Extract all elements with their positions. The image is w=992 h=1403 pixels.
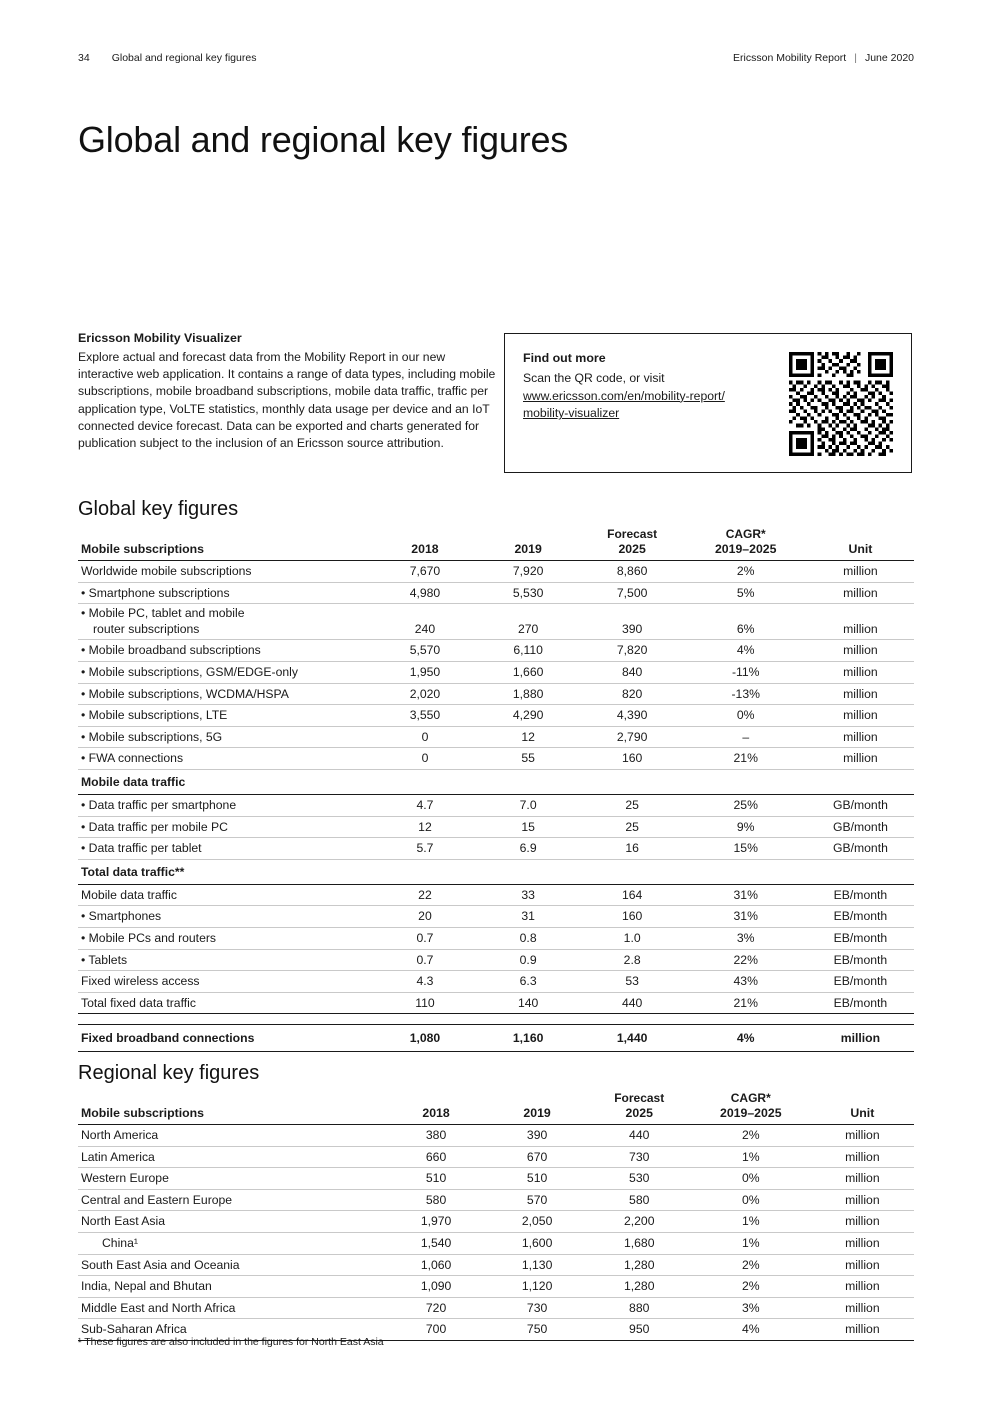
regional-value-2019: 510	[487, 1168, 588, 1190]
regional-value-2018: 380	[386, 1125, 487, 1147]
regional-superheader-forecast: Forecast	[614, 1091, 665, 1105]
regional-value-2018: 1,060	[386, 1254, 487, 1276]
regional-value-unit: million	[811, 1146, 914, 1168]
regional-value-2018: 1,970	[386, 1211, 487, 1233]
regional-row-label: India, Nepal and Bhutan	[78, 1276, 386, 1298]
global-value-2018: 5,570	[373, 640, 476, 662]
regional-value-2019: 730	[487, 1297, 588, 1319]
global-value-2025: 440	[580, 992, 685, 1014]
regional-row-label: Central and Eastern Europe	[78, 1189, 386, 1211]
regional-row-label: South East Asia and Oceania	[78, 1254, 386, 1276]
global-row-label: • Mobile broadband subscriptions	[78, 640, 373, 662]
regional-value-cagr: 1%	[691, 1146, 811, 1168]
global-value-cagr: 22%	[685, 949, 807, 971]
global-value-unit: million	[807, 662, 914, 684]
regional-value-2018: 510	[386, 1168, 487, 1190]
global-value-unit: EB/month	[807, 992, 914, 1014]
qr-code-icon	[789, 352, 893, 456]
global-value-2019: 6.3	[477, 971, 580, 993]
table-row	[78, 1254, 914, 1276]
global-row-label: • Smartphone subscriptions	[78, 582, 373, 604]
regional-header-unit: Unit	[811, 1106, 914, 1125]
global-header-cagr-range: 2019–2025	[685, 542, 807, 561]
regional-row-label: China¹	[78, 1232, 386, 1254]
global-value-cagr: 25%	[685, 794, 807, 816]
global-value-2019: 140	[477, 992, 580, 1014]
regional-value-2025: 1,280	[588, 1254, 691, 1276]
global-value-2018: 4,980	[373, 582, 476, 604]
global-value-unit: million	[807, 683, 914, 705]
global-value-2025: 25	[580, 816, 685, 838]
table-row	[78, 1125, 914, 1147]
header-section-name: Global and regional key figures	[111, 52, 257, 64]
regional-superheader-cagr: CAGR*	[730, 1091, 771, 1105]
global-value-2025: 160	[580, 906, 685, 928]
regional-value-cagr: 2%	[691, 1125, 811, 1147]
global-value-2018: 4.7	[373, 794, 476, 816]
global-value-cagr: 2%	[685, 561, 807, 583]
regional-value-2018: 1,540	[386, 1232, 487, 1254]
regional-section-title: Regional key figures	[78, 1062, 260, 1084]
table-row	[78, 640, 914, 662]
global-value-2019: 31	[477, 906, 580, 928]
regional-value-2025: 1,680	[588, 1232, 691, 1254]
global-value-2018: 1,080	[373, 1025, 476, 1052]
global-header-2019: 2019	[477, 542, 580, 561]
global-row-label: • Mobile PC, tablet and mobile router subscriptions	[78, 604, 373, 640]
global-superheader-forecast: Forecast	[607, 527, 658, 541]
table-row	[78, 1211, 914, 1233]
table-row	[78, 906, 914, 928]
table-row	[78, 1146, 914, 1168]
global-value-2019: 5,530	[477, 582, 580, 604]
regional-value-cagr: 1%	[691, 1211, 811, 1233]
table-row	[78, 1276, 914, 1298]
global-value-2018: 3,550	[373, 705, 476, 727]
find-out-more-box	[504, 333, 912, 473]
table-row	[78, 683, 914, 705]
regional-row-label: Western Europe	[78, 1168, 386, 1190]
regional-value-2018: 660	[386, 1146, 487, 1168]
global-row-label: Mobile data traffic	[78, 884, 373, 906]
regional-row-label: Sub-Saharan Africa	[78, 1319, 386, 1341]
global-value-2025: 1.0	[580, 927, 685, 949]
global-value-cagr: 9%	[685, 816, 807, 838]
global-value-2025: 164	[580, 884, 685, 906]
table-row	[78, 816, 914, 838]
regional-value-cagr: 2%	[691, 1276, 811, 1298]
global-value-2025: 820	[580, 683, 685, 705]
regional-value-2025: 580	[588, 1189, 691, 1211]
global-value-2019: 0.8	[477, 927, 580, 949]
global-value-2018: 0	[373, 748, 476, 770]
regional-superheader-unit	[811, 1091, 914, 1106]
regional-key-figures-table	[78, 1091, 914, 1341]
footnote: ¹ These figures are also included in the figures for North East Asia	[78, 1336, 384, 1348]
regional-table-header	[78, 1106, 914, 1125]
global-row-label: • Mobile subscriptions, WCDMA/HSPA	[78, 683, 373, 705]
regional-value-2019: 570	[487, 1189, 588, 1211]
regional-value-unit: million	[811, 1254, 914, 1276]
global-header-unit: Unit	[807, 542, 914, 561]
table-row	[78, 748, 914, 770]
global-value-2025: 4,390	[580, 705, 685, 727]
global-value-2025: 160	[580, 748, 685, 770]
global-value-2019: 7,920	[477, 561, 580, 583]
header-report-name: Ericsson Mobility Report	[733, 52, 847, 64]
table-row	[78, 1025, 914, 1052]
global-value-cagr: 3%	[685, 927, 807, 949]
global-header-label: Mobile subscriptions	[78, 542, 373, 561]
table-row	[78, 582, 914, 604]
regional-value-2019: 1,130	[487, 1254, 588, 1276]
global-table-header	[78, 542, 914, 561]
regional-value-cagr: 1%	[691, 1232, 811, 1254]
regional-value-2018: 1,090	[386, 1276, 487, 1298]
regional-value-2025: 440	[588, 1125, 691, 1147]
find-out-more-link[interactable]	[523, 388, 788, 423]
regional-key-figures-section	[78, 1062, 914, 1341]
regional-value-2019: 390	[487, 1125, 588, 1147]
regional-row-label: Latin America	[78, 1146, 386, 1168]
global-value-2025: 8,860	[580, 561, 685, 583]
global-value-2025: 16	[580, 838, 685, 860]
regional-value-2025: 2,200	[588, 1211, 691, 1233]
table-row	[78, 971, 914, 993]
global-value-cagr: 21%	[685, 992, 807, 1014]
visualizer-body: Explore actual and forecast data from the Mobility Report in our new interactive web application. It contains a range of data types, including mobile subscriptions, mobile broadband subscriptions, mobile data traffic, traffic per application type, VoLTE statistics, monthly data usage per device and an IoT connected device forecast. Data can be exported and charts generated for publication subject to the inclusion of an Ericsson source attribution.	[78, 349, 496, 451]
table-spacer-row	[78, 1014, 914, 1025]
table-row	[78, 1232, 914, 1254]
global-value-2019: 4,290	[477, 705, 580, 727]
global-row-label: Total fixed data traffic	[78, 992, 373, 1014]
global-row-label: Fixed wireless access	[78, 971, 373, 993]
global-value-2019: 6,110	[477, 640, 580, 662]
regional-value-2025: 950	[588, 1319, 691, 1341]
table-row	[78, 794, 914, 816]
page-title: Global and regional key figures	[78, 119, 569, 161]
global-value-cagr: 31%	[685, 884, 807, 906]
regional-value-2019: 2,050	[487, 1211, 588, 1233]
table-subheading-label: Total data traffic**	[78, 859, 914, 884]
mobility-visualizer-link-line2[interactable]: mobility-visualizer	[523, 406, 620, 421]
table-row	[78, 561, 914, 583]
regional-value-2019: 1,600	[487, 1232, 588, 1254]
table-row	[78, 1297, 914, 1319]
global-row-label: • Data traffic per smartphone	[78, 794, 373, 816]
global-value-2018: 2,020	[373, 683, 476, 705]
global-value-2025: 2,790	[580, 726, 685, 748]
global-value-2019: 33	[477, 884, 580, 906]
regional-value-2018: 720	[386, 1297, 487, 1319]
regional-value-unit: million	[811, 1211, 914, 1233]
global-value-2018: 0	[373, 726, 476, 748]
global-value-2018: 0.7	[373, 949, 476, 971]
regional-value-cagr: 0%	[691, 1168, 811, 1190]
regional-value-2025: 530	[588, 1168, 691, 1190]
global-row-label: Worldwide mobile subscriptions	[78, 561, 373, 583]
regional-value-cagr: 3%	[691, 1297, 811, 1319]
global-row-label: • Data traffic per tablet	[78, 838, 373, 860]
global-key-figures-table	[78, 527, 914, 1052]
global-value-2025: 53	[580, 971, 685, 993]
global-table-body	[78, 561, 914, 1052]
regional-value-2019: 1,120	[487, 1276, 588, 1298]
global-value-unit: million	[807, 1025, 914, 1052]
global-row-label: • Smartphones	[78, 906, 373, 928]
global-value-2018: 1,950	[373, 662, 476, 684]
global-value-unit: EB/month	[807, 906, 914, 928]
table-row	[78, 726, 914, 748]
global-value-cagr: 15%	[685, 838, 807, 860]
global-section-title: Global key figures	[78, 498, 239, 520]
global-row-label: • Mobile subscriptions, 5G	[78, 726, 373, 748]
global-row-label: Fixed broadband connections	[78, 1025, 373, 1052]
visualizer-title: Ericsson Mobility Visualizer	[78, 331, 242, 345]
table-row	[78, 838, 914, 860]
global-header-forecast-2025: 2025	[580, 542, 685, 561]
regional-value-2018: 580	[386, 1189, 487, 1211]
global-value-cagr: -13%	[685, 683, 807, 705]
global-value-2019: 12	[477, 726, 580, 748]
regional-superheader-2019	[487, 1091, 588, 1106]
global-superheader-2018	[373, 527, 476, 542]
global-value-2019: 1,660	[477, 662, 580, 684]
mobility-visualizer-block	[78, 330, 498, 453]
global-value-2025: 1,440	[580, 1025, 685, 1052]
global-value-2019: 1,880	[477, 683, 580, 705]
regional-header-forecast-2025: 2025	[588, 1106, 691, 1125]
global-value-cagr: –	[685, 726, 807, 748]
global-value-unit: EB/month	[807, 927, 914, 949]
table-row	[78, 884, 914, 906]
regional-value-unit: million	[811, 1168, 914, 1190]
table-subheading-label: Mobile data traffic	[78, 769, 914, 794]
table-subheading-row	[78, 859, 914, 884]
global-value-2018: 0.7	[373, 927, 476, 949]
global-value-unit: million	[807, 748, 914, 770]
regional-value-unit: million	[811, 1276, 914, 1298]
regional-value-unit: million	[811, 1297, 914, 1319]
spacer-cell	[78, 1014, 914, 1025]
regional-value-2018: 700	[386, 1319, 487, 1341]
global-row-label: • Mobile subscriptions, LTE	[78, 705, 373, 727]
global-value-unit: million	[807, 604, 914, 640]
regional-row-label: Middle East and North Africa	[78, 1297, 386, 1319]
regional-value-unit: million	[811, 1125, 914, 1147]
global-value-2018: 20	[373, 906, 476, 928]
global-value-2018: 4.3	[373, 971, 476, 993]
global-header-2018: 2018	[373, 542, 476, 561]
header-right	[733, 52, 914, 64]
global-value-cagr: 31%	[685, 906, 807, 928]
global-value-cagr: 4%	[685, 1025, 807, 1052]
global-value-2018: 7,670	[373, 561, 476, 583]
global-value-2019: 6.9	[477, 838, 580, 860]
table-row	[78, 662, 914, 684]
global-value-2019: 1,160	[477, 1025, 580, 1052]
global-value-2018: 22	[373, 884, 476, 906]
global-value-unit: million	[807, 561, 914, 583]
regional-table-superheader	[78, 1091, 914, 1106]
global-value-2025: 7,820	[580, 640, 685, 662]
regional-value-cagr: 0%	[691, 1189, 811, 1211]
global-value-unit: million	[807, 582, 914, 604]
regional-header-label: Mobile subscriptions	[78, 1106, 386, 1125]
table-row	[78, 949, 914, 971]
global-value-unit: million	[807, 640, 914, 662]
header-date: June 2020	[864, 52, 914, 64]
global-value-2025: 25	[580, 794, 685, 816]
global-superheader-cagr: CAGR*	[725, 527, 766, 541]
global-value-2019: 0.9	[477, 949, 580, 971]
regional-value-2019: 670	[487, 1146, 588, 1168]
regional-value-2019: 750	[487, 1319, 588, 1341]
table-row	[78, 705, 914, 727]
global-value-unit: EB/month	[807, 884, 914, 906]
global-superheader-blank	[78, 527, 373, 542]
regional-value-2025: 880	[588, 1297, 691, 1319]
global-row-label: • Data traffic per mobile PC	[78, 816, 373, 838]
table-row	[78, 604, 914, 640]
table-row	[78, 1189, 914, 1211]
global-value-2018: 12	[373, 816, 476, 838]
page-header	[78, 52, 914, 64]
regional-value-2025: 730	[588, 1146, 691, 1168]
global-value-2025: 390	[580, 604, 685, 640]
regional-value-unit: million	[811, 1319, 914, 1341]
global-value-unit: million	[807, 705, 914, 727]
global-value-unit: GB/month	[807, 794, 914, 816]
global-value-unit: EB/month	[807, 949, 914, 971]
global-value-2018: 240	[373, 604, 476, 640]
global-value-2019: 55	[477, 748, 580, 770]
global-value-cagr: 0%	[685, 705, 807, 727]
global-value-2019: 15	[477, 816, 580, 838]
table-row	[78, 927, 914, 949]
global-row-label: • Tablets	[78, 949, 373, 971]
mobility-visualizer-link-line1[interactable]: www.ericsson.com/en/mobility-report/	[523, 388, 725, 403]
regional-row-label: North America	[78, 1125, 386, 1147]
global-value-cagr: 21%	[685, 748, 807, 770]
global-value-2019: 270	[477, 604, 580, 640]
global-superheader-unit	[807, 527, 914, 542]
regional-header-2019: 2019	[487, 1106, 588, 1125]
global-row-label: • Mobile subscriptions, GSM/EDGE-only	[78, 662, 373, 684]
global-value-cagr: 43%	[685, 971, 807, 993]
global-row-label: • FWA connections	[78, 748, 373, 770]
find-out-more-instruction: Scan the QR code, or visit	[523, 371, 665, 385]
regional-header-cagr-range: 2019–2025	[691, 1106, 811, 1125]
table-row	[78, 1168, 914, 1190]
global-superheader-2019	[477, 527, 580, 542]
global-value-2018: 5.7	[373, 838, 476, 860]
header-separator: |	[854, 52, 857, 64]
global-row-label: • Mobile PCs and routers	[78, 927, 373, 949]
regional-value-cagr: 4%	[691, 1319, 811, 1341]
regional-row-label: North East Asia	[78, 1211, 386, 1233]
global-value-unit: EB/month	[807, 971, 914, 993]
global-value-unit: million	[807, 726, 914, 748]
header-left	[78, 52, 256, 64]
global-value-unit: GB/month	[807, 838, 914, 860]
global-value-2019: 7.0	[477, 794, 580, 816]
regional-header-2018: 2018	[386, 1106, 487, 1125]
regional-value-cagr: 2%	[691, 1254, 811, 1276]
global-value-2025: 2.8	[580, 949, 685, 971]
regional-value-unit: million	[811, 1232, 914, 1254]
global-value-2025: 7,500	[580, 582, 685, 604]
find-out-more-title: Find out more	[523, 351, 606, 365]
regional-superheader-blank	[78, 1091, 386, 1106]
global-value-cagr: 6%	[685, 604, 807, 640]
global-key-figures-section	[78, 498, 914, 1052]
global-value-2025: 840	[580, 662, 685, 684]
global-value-unit: GB/month	[807, 816, 914, 838]
regional-superheader-2018	[386, 1091, 487, 1106]
global-value-2018: 110	[373, 992, 476, 1014]
regional-value-unit: million	[811, 1189, 914, 1211]
regional-value-2025: 1,280	[588, 1276, 691, 1298]
global-value-cagr: 5%	[685, 582, 807, 604]
table-subheading-row	[78, 769, 914, 794]
page-number: 34	[78, 52, 90, 64]
regional-table-body	[78, 1125, 914, 1341]
global-value-cagr: 4%	[685, 640, 807, 662]
table-row	[78, 992, 914, 1014]
global-table-superheader	[78, 527, 914, 542]
global-value-cagr: -11%	[685, 662, 807, 684]
